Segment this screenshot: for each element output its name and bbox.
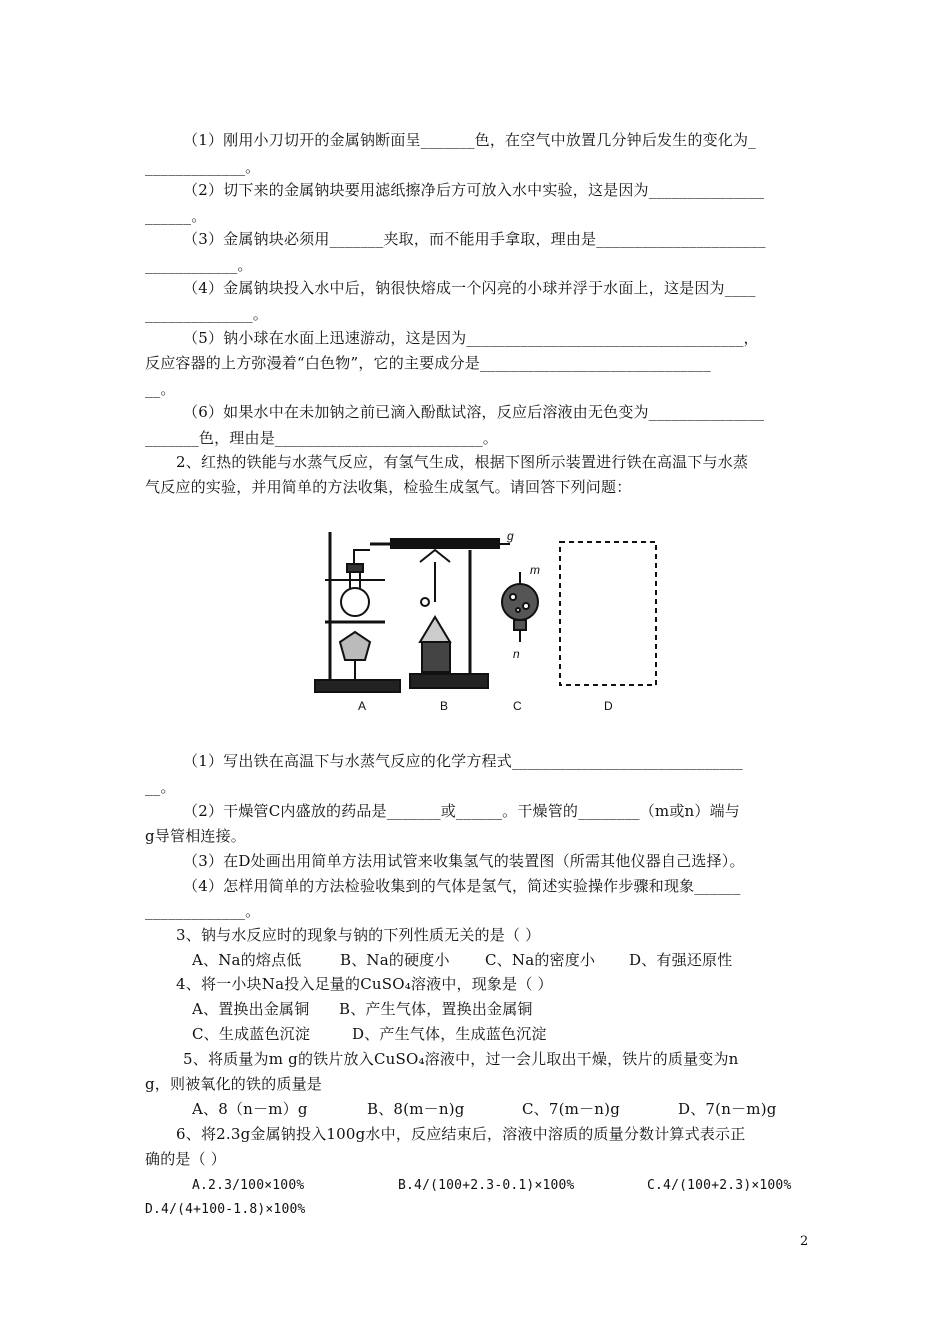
q5-stem-line2: g，则被氧化的铁的质量是: [145, 1075, 323, 1093]
q1-part5-line2: 反应容器的上方弥漫着“白色物”，它的主要成分是______________________________: [145, 354, 711, 372]
label-a: A: [358, 699, 367, 713]
q5-option-d: D、7(n－m)g: [678, 1100, 777, 1118]
q2-stem-line2: 气反应的实验，并用简单的方法收集，检验生成氢气。请回答下列问题：: [145, 478, 632, 496]
q6-stem-line1: 6、将2.3g金属钠投入100g水中，反应结束后，溶液中溶质的质量分数计算式表示正: [176, 1125, 746, 1143]
q2-part4-line1: （4）怎样用简单的方法检验收集到的气体是氢气，简述实验操作步骤和现象______: [183, 877, 741, 895]
q2-part1-line2: __。: [145, 778, 176, 796]
q4-option-d: D、产生气体，生成蓝色沉淀: [352, 1025, 547, 1043]
q2-stem-line1: 2、红热的铁能与水蒸气反应，有氢气生成，根据下图所示装置进行铁在高温下与水蒸: [176, 453, 749, 471]
q3-stem: 3、钠与水反应时的现象与钠的下列性质无关的是（ ）: [176, 926, 541, 944]
tag-n: n: [513, 647, 520, 661]
q5-stem-line1: 5、将质量为m g的铁片放入CuSO₄溶液中，过一会儿取出干燥，铁片的质量变为n: [183, 1050, 739, 1068]
q5-option-b: B、8(m－n)g: [367, 1100, 465, 1118]
page-number: 2: [800, 1234, 809, 1249]
q1-part3-line2: ____________。: [145, 256, 253, 274]
q2-part4-line2: _____________。: [145, 902, 261, 920]
q5-option-a: A、8（n－m）g: [192, 1100, 308, 1118]
q2-part2-line1: （2）干燥管C内盛放的药品是_______或______。干燥管的________（m或n）端与: [183, 802, 741, 820]
q1-part1-line2: _____________。: [145, 158, 261, 176]
drawing-area-d: [560, 542, 656, 685]
q6-stem-line2: 确的是（ ）: [145, 1150, 226, 1168]
q1-part2-line1: （2）切下来的金属钠块要用滤纸擦净后方可放入水中实验，这是因为_______________: [183, 181, 765, 199]
q1-part3-line1: （3）金属钠块必须用_______夹取，而不能用手拿取，理由是______________________: [183, 230, 766, 248]
tag-m: m: [530, 563, 540, 577]
label-c: C: [513, 699, 522, 713]
q5-option-c: C、7(m－n)g: [522, 1100, 621, 1118]
q6-option-b: B.4/(100+2.3-0.1)×100%: [398, 1178, 575, 1193]
q4-option-a: A、置换出金属铜: [192, 1000, 310, 1018]
q3-option-b: B、Na的硬度小: [340, 951, 450, 969]
q1-part6-line2: _______色，理由是___________________________。: [145, 429, 499, 447]
q3-option-a: A、Na的熔点低: [192, 951, 302, 969]
label-b: B: [440, 699, 449, 713]
apparatus-figure: [310, 522, 670, 717]
q2-part3: （3）在D处画出用简单方法用试管来收集氢气的装置图（所需其他仪器自己选择）。: [183, 852, 745, 870]
apparatus-b: [410, 550, 488, 688]
q1-part5-line3: __。: [145, 380, 176, 398]
q1-part4-line1: （4）金属钠块投入水中后，钠很快熔成一个闪亮的小球并浮于水面上，这是因为____: [183, 279, 756, 297]
tag-g: g: [507, 529, 514, 543]
q1-part6-line1: （6）如果水中在未加钠之前已滴入酚酞试溶，反应后溶液由无色变为_______________: [183, 403, 765, 421]
q6-option-d: D.4/(4+100-1.8)×100%: [145, 1202, 306, 1217]
q3-option-c: C、Na的密度小: [485, 951, 596, 969]
reaction-tube-g: [370, 529, 514, 549]
q1-part2-line2: ______。: [145, 207, 207, 225]
q4-stem: 4、将一小块Na投入足量的CuSO₄溶液中，现象是（ ）: [176, 975, 553, 993]
label-d: D: [604, 699, 613, 713]
q1-part4-line2: ______________。: [145, 305, 269, 323]
q6-option-c: C.4/(100+2.3)×100%: [647, 1178, 792, 1193]
q2-part1-line1: （1）写出铁在高温下与水蒸气反应的化学方程式______________________________: [183, 752, 743, 770]
q1-part5-line1: （5）钠小球在水面上迅速游动，这是因为____________________________________，: [183, 329, 759, 347]
q2-part2-line2: g导管相连接。: [145, 827, 247, 845]
q3-option-d: D、有强还原性: [629, 951, 733, 969]
drying-tube-c: [502, 563, 540, 661]
q4-option-c: C、生成蓝色沉淀: [192, 1025, 311, 1043]
apparatus-a: [315, 532, 400, 692]
q4-option-b: B、产生气体，置换出金属铜: [339, 1000, 533, 1018]
q1-part1-line1: （1）刚用小刀切开的金属钠断面呈_______色，在空气中放置几分钟后发生的变化为_: [183, 131, 756, 149]
q6-option-a: A.2.3/100×100%: [192, 1178, 305, 1193]
